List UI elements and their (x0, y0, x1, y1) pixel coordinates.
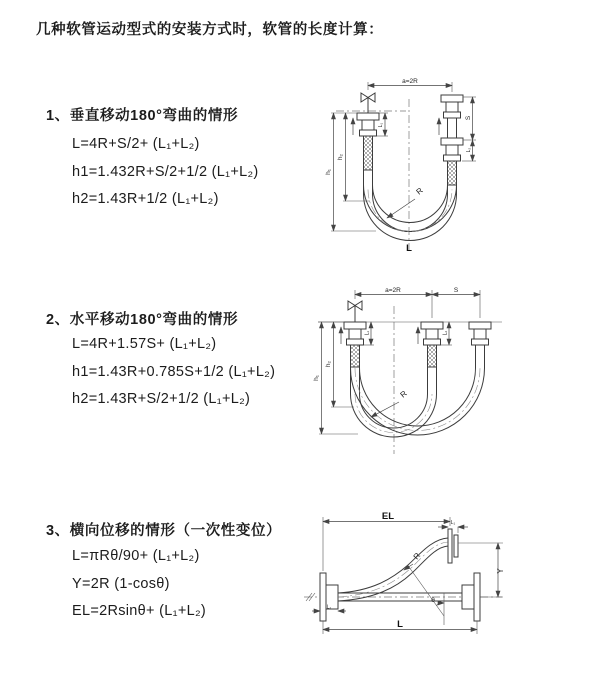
dim-label-r: R (411, 551, 423, 562)
formula-line: h2=1.43R+1/2 (L₁+L₂) (72, 191, 219, 207)
dim-label-l2: L₂ (442, 330, 449, 336)
radius-line (409, 567, 444, 616)
formula-line: L=πRθ/90+ (L₁+L₂) (72, 548, 200, 564)
dim-label-el: EL (381, 511, 395, 522)
angle-arc (436, 603, 444, 605)
diagram-lateral-displacement (300, 509, 530, 649)
flange-upper-displaced (448, 529, 458, 563)
diagram-horizontal-180-bend (306, 282, 526, 462)
dim-label-l1-top: L₁ (450, 520, 456, 526)
formula-line: Y=2R (1-cosθ) (72, 575, 170, 592)
formula-line: EL=2Rsinθ+ (L₁+L₂) (72, 603, 207, 619)
flange-left-fixed (344, 322, 366, 367)
formula-line: L=4R+1.57S+ (L₁+L₂) (72, 336, 217, 352)
dim-label-s: S (465, 115, 472, 121)
dim-label-h2: h₂ (337, 153, 344, 161)
formula-line: L=4R+S/2+ (L₁+L₂) (72, 136, 200, 152)
valve-icon (361, 93, 375, 113)
hose-u-bend (351, 367, 485, 437)
dim-label-r: R (398, 388, 409, 400)
dim-label-width: a=2R (385, 287, 401, 294)
section-1-heading: 1、垂直移动180°弯曲的情形 (46, 108, 239, 124)
diagram-vertical-180-bend (318, 73, 498, 255)
dim-label-l: L (397, 619, 403, 630)
dim-label-h1: h₁ (325, 169, 332, 175)
page-title: 几种软管运动型式的安装方式时，软管的长度计算： (36, 22, 384, 38)
dim-label-l1-left: L₁ (326, 604, 332, 611)
valve-icon (348, 301, 362, 322)
dim-label-theta: θ (431, 597, 435, 604)
section-2-formulas (72, 334, 275, 417)
dim-label-l1: L₁ (364, 330, 371, 336)
section-3-formulas (72, 546, 206, 629)
hose-u-bend (364, 170, 457, 241)
flange-right-displaced (469, 322, 491, 368)
dim-label-h2: h₂ (325, 360, 332, 368)
formula-line: h1=1.432R+S/2+1/2 (L₁+L₂) (72, 163, 259, 180)
dim-label-y: Y (496, 568, 505, 574)
flange-right-moving (441, 95, 463, 185)
dim-label-r: R (414, 185, 425, 197)
dim-label-width: a=2R (402, 78, 418, 85)
dim-label-s: S (453, 287, 459, 294)
dim-label-l2: L₂ (466, 147, 472, 153)
formula-line: h1=1.43R+0.785S+1/2 (L₁+L₂) (72, 363, 276, 380)
flange-left-fixed (357, 113, 379, 170)
formula-line: h2=1.43R+S/2+1/2 (L₁+L₂) (72, 391, 251, 407)
hose-s-curve-displaced (338, 538, 448, 601)
section-2-heading: 2、水平移动180°弯曲的情形 (46, 312, 239, 328)
dim-label-l1: L₁ (378, 122, 384, 128)
flange-left (320, 573, 338, 621)
dim-label-l: L (406, 243, 412, 254)
section-3-heading: 3、横向位移的情形（一次性变位） (46, 523, 282, 539)
section-1-formulas (72, 134, 259, 217)
flange-middle-original (421, 322, 443, 367)
dim-label-h1: h₁ (313, 375, 320, 381)
flange-right-original (462, 573, 480, 621)
